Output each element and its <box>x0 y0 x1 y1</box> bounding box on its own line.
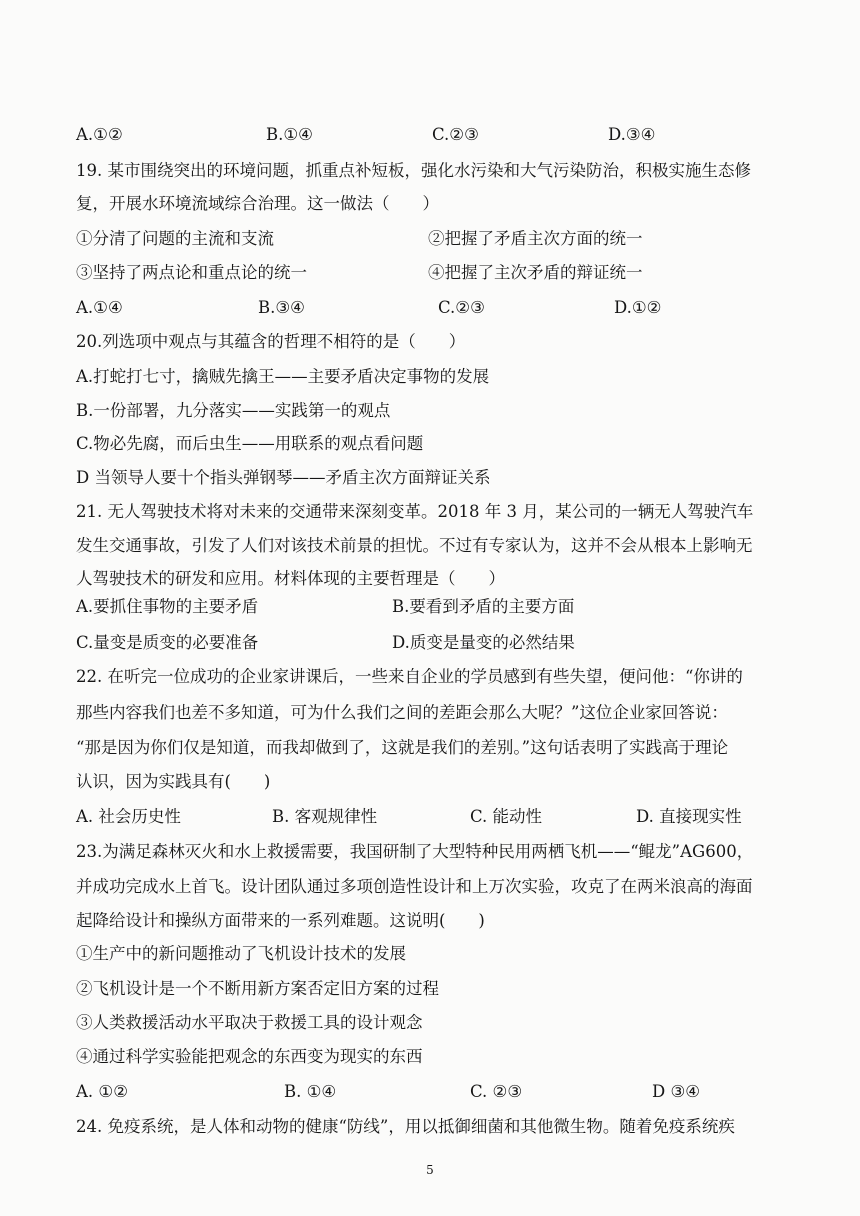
q21-option-a: A.要抓住事物的主要矛盾 <box>76 597 259 616</box>
q22-stem-line: 那些内容我们也差不多知道，可为什么我们之间的差距会那么大呢？”这位企业家回答说： <box>76 703 728 722</box>
q21-option-d: D.质变是量变的必然结果 <box>392 633 575 652</box>
q23-item-1: ①生产中的新问题推动了飞机设计技术的发展 <box>76 944 406 963</box>
q19-option-c: C.②③ <box>438 298 485 317</box>
q23-option-d: D ③④ <box>652 1082 701 1101</box>
q19-item-2: ②把握了矛盾主次方面的统一 <box>428 229 643 248</box>
q22-stem-line: “那是因为你们仅是知道，而我却做到了，这就是我们的差别。”这句话表明了实践高于理论 <box>76 738 729 757</box>
q23-stem-line: 并成功完成水上首飞。设计团队通过多项创造性设计和上万次实验，攻克了在两米浪高的海面 <box>76 877 753 896</box>
q23-option-c: C. ②③ <box>470 1082 523 1101</box>
q21-option-b: B.要看到矛盾的主要方面 <box>392 597 575 616</box>
q22-option-a: A. 社会历史性 <box>76 807 181 826</box>
q22-option-d: D. 直接现实性 <box>636 807 742 826</box>
q19-item-1: ①分清了问题的主流和支流 <box>76 229 274 248</box>
q21-stem-line: 21. 无人驾驶技术将对未来的交通带来深刻变革。2018 年 3 月，某公司的一辆无人驾驶汽车 <box>76 502 754 521</box>
q23-stem-line: 23.为满足森林灭火和水上救援需要，我国研制了大型特种民用两栖飞机——“鲲龙”AG600， <box>76 842 754 861</box>
q18-option-a: A.①② <box>76 125 123 144</box>
q24-stem-line: 24. 免疫系统，是人体和动物的健康“防线”，用以抵御细菌和其他微生物。随着免疫系统疾 <box>76 1117 735 1136</box>
q23-item-3: ③人类救援活动水平取决于救援工具的设计观念 <box>76 1013 423 1032</box>
q19-stem-line: 19. 某市围绕突出的环境问题，抓重点补短板，强化水污染和大气污染防治，积极实施生态修 <box>76 161 751 180</box>
q23-item-2: ②飞机设计是一个不断用新方案否定旧方案的过程 <box>76 979 439 998</box>
q23-item-4: ④通过科学实验能把观念的东西变为现实的东西 <box>76 1047 423 1066</box>
q20-option-c: C.物必先腐，而后虫生——用联系的观点看问题 <box>76 434 424 453</box>
q18-option-b: B.①④ <box>266 125 313 144</box>
q20-stem: 20.列选项中观点与其蕴含的哲理不相符的是（ ） <box>76 332 466 351</box>
q23-option-a: A. ①② <box>76 1082 128 1101</box>
q22-stem-line: 认识，因为实践具有( ) <box>76 772 271 791</box>
q20-option-d: D 当领导人要十个指头弹钢琴——矛盾主次方面辩证关系 <box>76 468 491 487</box>
q19-item-4: ④把握了主次矛盾的辩证统一 <box>428 263 643 282</box>
q21-stem-line: 人驾驶技术的研发和应用。材料体现的主要哲理是（ ） <box>76 569 505 588</box>
q19-option-a: A.①④ <box>76 298 123 317</box>
q19-option-d: D.①② <box>614 298 662 317</box>
q22-option-b: B. 客观规律性 <box>272 807 378 826</box>
q18-option-d: D.③④ <box>608 125 656 144</box>
q19-stem-line: 复，开展水环境流域综合治理。这一做法（ ） <box>76 194 439 213</box>
q20-option-a: A.打蛇打七寸，擒贼先擒王——主要矛盾决定事物的发展 <box>76 367 490 386</box>
q21-stem-line: 发生交通事故，引发了人们对该技术前景的担忧。不过有专家认为，这并不会从根本上影响无 <box>76 536 753 555</box>
q18-option-c: C.②③ <box>432 125 479 144</box>
q22-option-c: C. 能动性 <box>470 807 543 826</box>
page-number: 5 <box>426 1163 434 1177</box>
q19-option-b: B.③④ <box>258 298 305 317</box>
q21-option-c: C.量变是质变的必要准备 <box>76 633 259 652</box>
q23-option-b: B. ①④ <box>284 1082 337 1101</box>
q23-stem-line: 起降给设计和操纵方面带来的一系列难题。这说明( ) <box>76 911 485 930</box>
q22-stem-line: 22. 在听完一位成功的企业家讲课后，一些来自企业的学员感到有些失望，便问他：“你讲的 <box>76 667 743 686</box>
q19-item-3: ③坚持了两点论和重点论的统一 <box>76 263 307 282</box>
q20-option-b: B.一份部署，九分落实——实践第一的观点 <box>76 401 391 420</box>
